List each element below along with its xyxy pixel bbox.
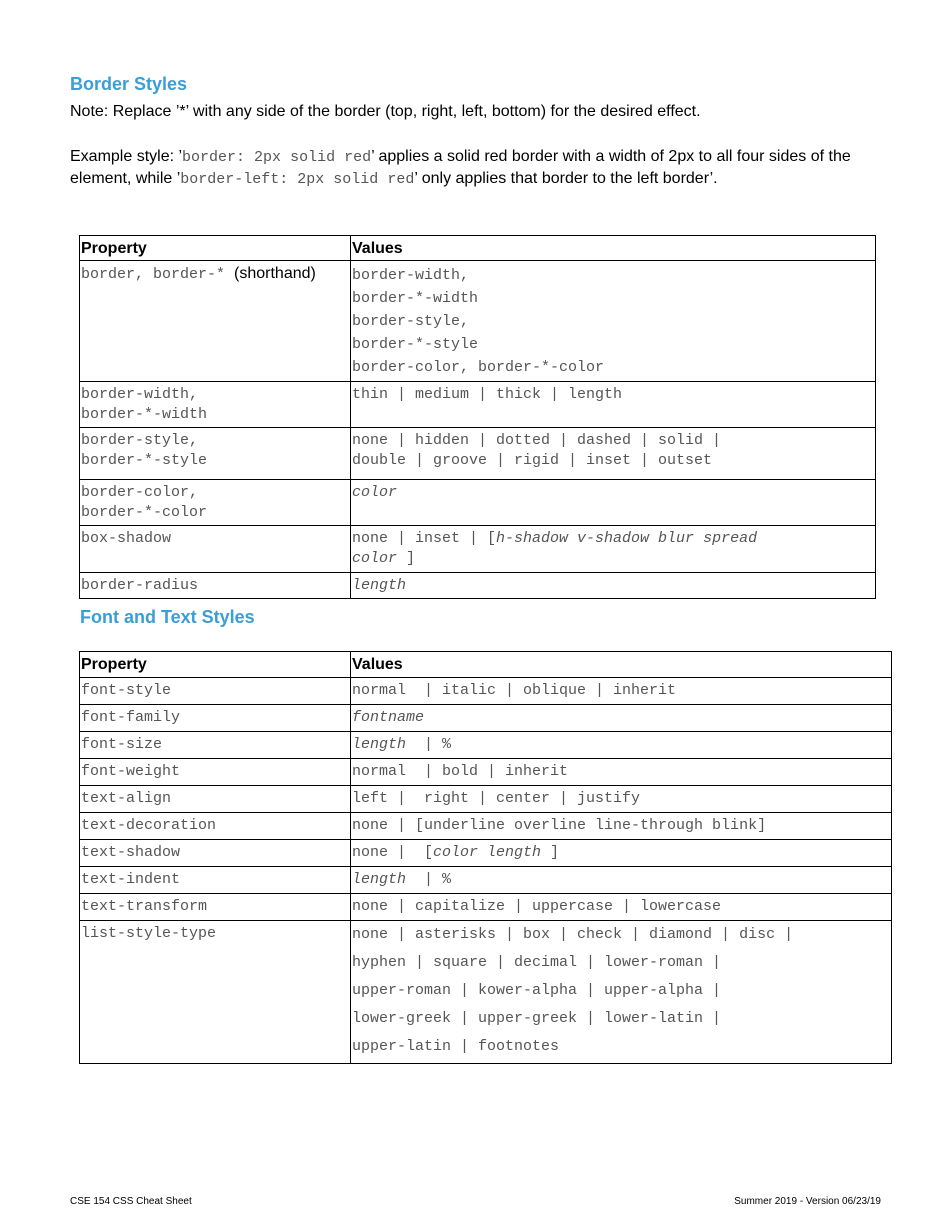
header-property: Property xyxy=(80,236,351,261)
footer-right: Summer 2019 - Version 06/23/19 xyxy=(734,1196,881,1207)
border-note: Note: Replace ’*’ with any side of the border (top, right, left, bottom) for the desired effect. xyxy=(70,103,701,120)
values-cell: normal | bold | inherit xyxy=(351,759,892,786)
header-property: Property xyxy=(80,652,351,678)
property-cell: text-decoration xyxy=(80,813,351,840)
table-header-row xyxy=(80,236,876,261)
example-code-1: border: 2px solid red xyxy=(182,149,372,166)
property-cell: font-style xyxy=(80,678,351,705)
values-cell: none | capitalize | uppercase | lowercase xyxy=(351,894,892,921)
section-title-border: Border Styles xyxy=(70,74,188,94)
table-row xyxy=(80,480,876,526)
property-cell: border-width, border-*-width xyxy=(80,382,351,428)
values-cell: length xyxy=(351,573,876,599)
table-row xyxy=(80,428,876,480)
table-row xyxy=(80,732,892,759)
values-cell: none | hidden | dotted | dashed | solid | double | groove | rigid | inset | outset xyxy=(351,428,876,480)
values-cell: none | inset | [h-shadow v-shadow blur spread color ] xyxy=(351,526,876,573)
values-cell: length | % xyxy=(351,867,892,894)
property-cell: border-radius xyxy=(80,573,351,599)
values-cell: color xyxy=(351,480,876,526)
property-cell: box-shadow xyxy=(80,526,351,573)
font-table xyxy=(79,651,892,1064)
header-values: Values xyxy=(351,652,892,678)
table-row xyxy=(80,840,892,867)
values-cell: normal | italic | oblique | inherit xyxy=(351,678,892,705)
table-row xyxy=(80,759,892,786)
values-cell: border-width, border-*-width border-style, border-*-style border-color, border-*-color xyxy=(351,261,876,382)
property-cell: text-transform xyxy=(80,894,351,921)
values-cell: none | [underline overline line-through blink] xyxy=(351,813,892,840)
table-row xyxy=(80,382,876,428)
table-row xyxy=(80,573,876,599)
property-cell: font-family xyxy=(80,705,351,732)
section-title-font: Font and Text Styles xyxy=(80,607,255,627)
footer-left: CSE 154 CSS Cheat Sheet xyxy=(70,1196,192,1207)
table-row xyxy=(80,786,892,813)
border-example: Example style: ’border: 2px solid red’ applies a solid red border with a width of 2px to all four sides of the element, while ’border-left: 2px solid red’ only applies that border to the left border’. xyxy=(70,148,851,188)
example-code-2: border-left: 2px solid red xyxy=(180,171,415,188)
property-cell: border-color, border-*-color xyxy=(80,480,351,526)
header-values: Values xyxy=(351,236,876,261)
property-cell: border-style, border-*-style xyxy=(80,428,351,480)
table-row xyxy=(80,894,892,921)
table-header-row xyxy=(80,652,892,678)
property-cell: font-weight xyxy=(80,759,351,786)
property-cell: text-shadow xyxy=(80,840,351,867)
property-cell: list-style-type xyxy=(80,921,351,1064)
table-row xyxy=(80,705,892,732)
table-row xyxy=(80,261,876,382)
property-cell: border, border-* (shorthand) xyxy=(80,261,351,382)
table-row xyxy=(80,813,892,840)
table-row xyxy=(80,526,876,573)
values-cell: none | [color length ] xyxy=(351,840,892,867)
property-cell: text-align xyxy=(80,786,351,813)
table-row xyxy=(80,678,892,705)
property-cell: text-indent xyxy=(80,867,351,894)
values-cell: length | % xyxy=(351,732,892,759)
values-cell: none | asterisks | box | check | diamond | disc | hyphen | square | decimal | lower-roman | upper-roman | kower-alpha | upper-alpha | lower-greek | upper-greek | lower-latin | upper-latin | footnotes xyxy=(351,921,892,1064)
values-cell: left | right | center | justify xyxy=(351,786,892,813)
property-cell: font-size xyxy=(80,732,351,759)
table-row xyxy=(80,867,892,894)
border-table xyxy=(79,235,876,599)
values-cell: thin | medium | thick | length xyxy=(351,382,876,428)
values-cell: fontname xyxy=(351,705,892,732)
table-row xyxy=(80,921,892,1064)
